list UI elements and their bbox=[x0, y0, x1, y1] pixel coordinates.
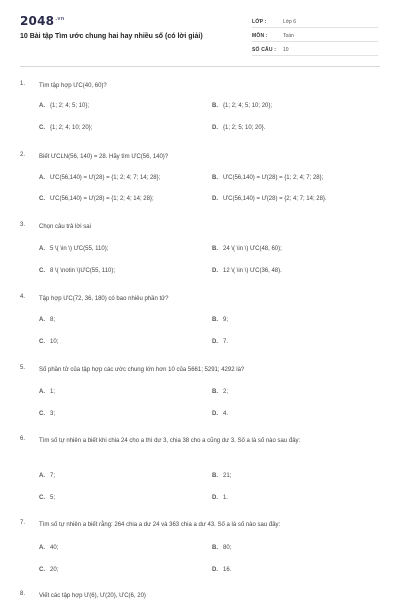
option-text: 3; bbox=[50, 411, 56, 417]
option-text: 20; bbox=[50, 567, 59, 573]
option-letter: B. bbox=[212, 545, 218, 551]
option-text: 12 \( \in \) ƯC(36, 48). bbox=[223, 268, 282, 274]
option-text: 10; bbox=[50, 339, 59, 345]
option-text: 21; bbox=[223, 473, 232, 479]
option-text: ƯC(56,140) = Ư(28) = {1; 2; 4; 7; 28}; bbox=[223, 175, 324, 181]
option-letter: D. bbox=[212, 196, 218, 202]
option-letter: A. bbox=[39, 175, 45, 181]
option-text: 80; bbox=[223, 545, 232, 551]
option-text: ƯC(56,140) = Ư(28) = {2; 4; 7; 14; 28}. bbox=[223, 196, 327, 202]
option-text: 7. bbox=[223, 339, 229, 345]
option-letter: D. bbox=[212, 495, 218, 501]
question-item bbox=[20, 294, 380, 354]
question-text: Tìm số tự nhiên a biết rằng: 264 chia a dư 24 và 363 chia a dư 43. Số a là số nào sau đây: bbox=[39, 522, 281, 528]
question-item bbox=[20, 365, 380, 425]
question-item bbox=[20, 152, 380, 212]
question-item bbox=[20, 222, 380, 282]
option-text: 5 \( \in \) ƯC(55, 110); bbox=[50, 246, 109, 252]
question-item bbox=[20, 81, 380, 141]
option-letter: C. bbox=[39, 125, 45, 131]
question-text: Tìm tập hợp ƯC(40, 60)? bbox=[39, 83, 107, 89]
option-text: 1; bbox=[50, 389, 56, 395]
option-letter: A. bbox=[39, 317, 45, 323]
question-item bbox=[20, 520, 380, 580]
option-letter: D. bbox=[212, 268, 218, 274]
meta-label: MÔN : bbox=[252, 33, 268, 39]
option-text: {1; 2; 4; 5; 10; 20}; bbox=[223, 103, 273, 109]
option-text: 4. bbox=[223, 411, 229, 417]
option-text: 5; bbox=[50, 495, 56, 501]
meta-row-subject bbox=[252, 30, 378, 42]
question-number: 4. bbox=[20, 294, 26, 300]
option-text: 9; bbox=[223, 317, 229, 323]
question-number: 5. bbox=[20, 365, 26, 371]
meta-label: LỚP : bbox=[252, 19, 267, 25]
option-letter: C. bbox=[39, 567, 45, 573]
question-number: 6. bbox=[20, 436, 26, 442]
question-text: Chọn câu trả lời sai bbox=[39, 224, 91, 230]
option-letter: B. bbox=[212, 473, 218, 479]
option-letter: C. bbox=[39, 495, 45, 501]
option-letter: D. bbox=[212, 567, 218, 573]
header-divider bbox=[20, 66, 380, 67]
option-letter: A. bbox=[39, 545, 45, 551]
option-letter: A. bbox=[39, 473, 45, 479]
option-letter: D. bbox=[212, 339, 218, 345]
option-letter: B. bbox=[212, 246, 218, 252]
question-item bbox=[20, 591, 380, 600]
option-letter: B. bbox=[212, 389, 218, 395]
option-letter: B. bbox=[212, 317, 218, 323]
question-text: Tập hợp ƯC(72, 36, 180) có bao nhiêu phần tử? bbox=[39, 296, 169, 302]
option-letter: C. bbox=[39, 196, 45, 202]
option-letter: D. bbox=[212, 125, 218, 131]
question-number: 1. bbox=[20, 81, 26, 87]
option-text: ƯC(56,140) = Ư(28) = {1; 2; 4; 7; 14; 28}; bbox=[50, 175, 161, 181]
meta-value: Toán bbox=[283, 33, 294, 39]
option-letter: B. bbox=[212, 103, 218, 109]
option-text: {1; 2; 5; 10; 20}. bbox=[223, 125, 266, 131]
option-text: 7; bbox=[50, 473, 56, 479]
option-text: 24 \( \in \) ƯC(48, 60); bbox=[223, 246, 282, 252]
question-text: Số phần tử của tập hợp các ước chung lớn hơn 10 của 5661; 5291; 4292 là? bbox=[39, 367, 245, 373]
question-number: 8. bbox=[20, 591, 26, 597]
option-text: {1; 2; 4; 10; 20}; bbox=[50, 125, 93, 131]
logo-text: 2048 bbox=[20, 14, 55, 28]
option-text: {1; 2; 4; 5; 10}; bbox=[50, 103, 90, 109]
option-text: 8 \( \notin \)ƯC(55, 110); bbox=[50, 268, 116, 274]
document-title: 10 Bài tập Tìm ước chung hai hay nhiều số (có lời giải) bbox=[20, 33, 203, 40]
question-number: 3. bbox=[20, 222, 26, 228]
option-letter: C. bbox=[39, 411, 45, 417]
question-text: Tìm số tự nhiên a biết khi chia 24 cho a thì dư 3, chia 38 cho a cũng dư 3. Số a là số nào sau đây: bbox=[39, 438, 301, 444]
option-letter: C. bbox=[39, 268, 45, 274]
option-text: 40; bbox=[50, 545, 59, 551]
option-text: 1. bbox=[223, 495, 229, 501]
question-text: Viết các tập hợp Ư(6), Ư(20), ƯC(6, 20) bbox=[39, 593, 146, 599]
question-number: 2. bbox=[20, 152, 26, 158]
question-item bbox=[20, 436, 380, 508]
option-text: 8; bbox=[50, 317, 56, 323]
logo-suffix: .vn bbox=[55, 16, 65, 22]
question-text: Biết ƯCLN(56, 140) = 28. Hãy tìm ƯC(56, 140)? bbox=[39, 154, 169, 160]
option-letter: A. bbox=[39, 103, 45, 109]
site-logo[interactable] bbox=[20, 14, 65, 28]
option-letter: A. bbox=[39, 389, 45, 395]
option-text: 16. bbox=[223, 567, 232, 573]
meta-value: 10 bbox=[283, 47, 289, 53]
option-letter: A. bbox=[39, 246, 45, 252]
option-letter: C. bbox=[39, 339, 45, 345]
meta-value: Lớp 6 bbox=[283, 19, 297, 25]
meta-label: SỐ CÂU : bbox=[252, 47, 277, 53]
option-text: ƯC(56,140) = Ư(28) = {1; 2; 4; 14; 28}; bbox=[50, 196, 154, 202]
option-text: 2; bbox=[223, 389, 229, 395]
meta-row-class bbox=[252, 16, 378, 28]
meta-row-count bbox=[252, 44, 378, 56]
option-letter: D. bbox=[212, 411, 218, 417]
header bbox=[0, 0, 400, 70]
question-number: 7. bbox=[20, 520, 26, 526]
option-letter: B. bbox=[212, 175, 218, 181]
